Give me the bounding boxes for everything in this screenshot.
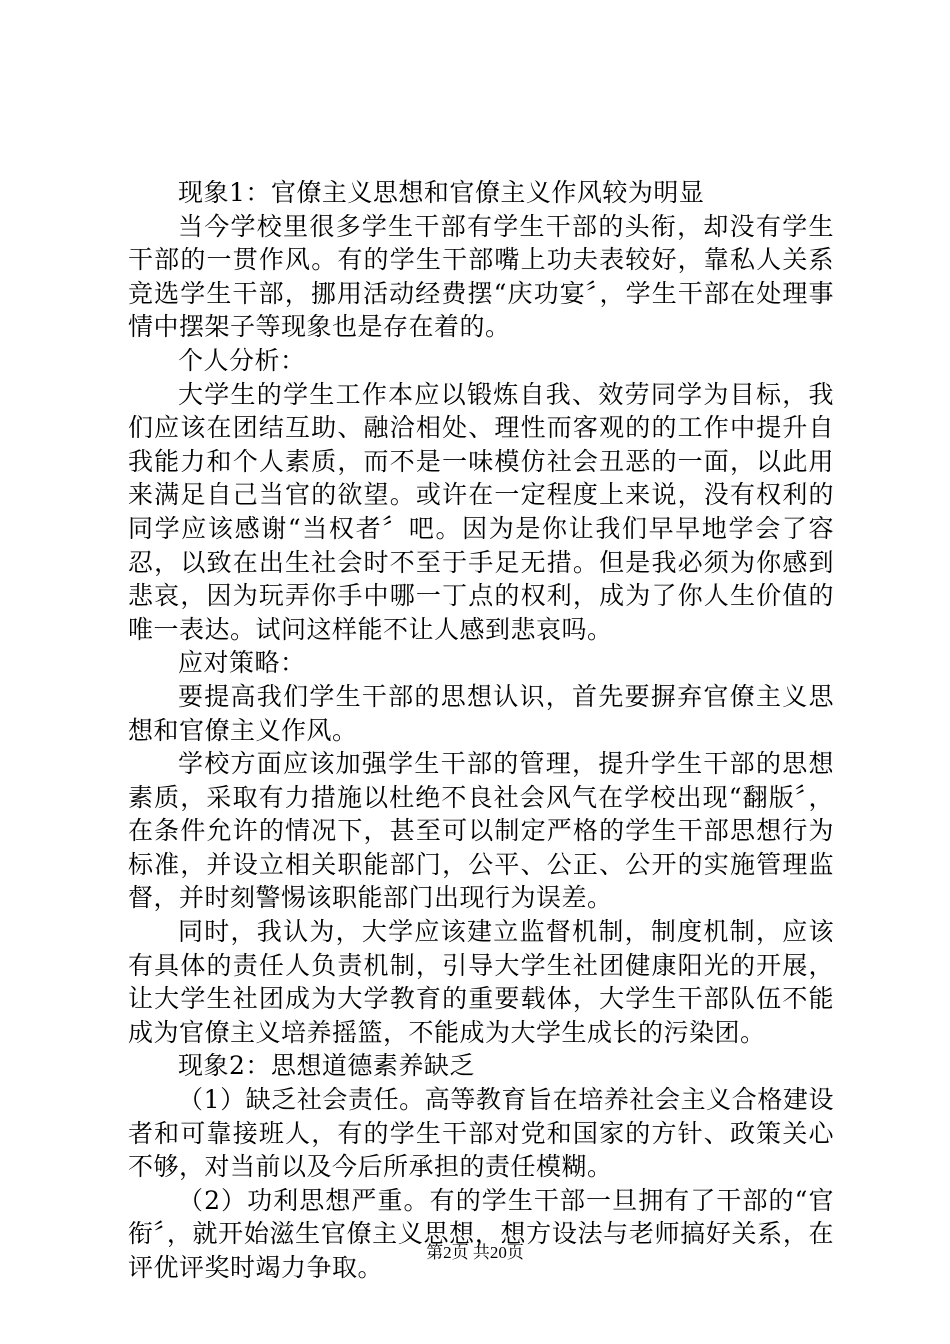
heading-personal-analysis: 个人分析： [178,345,306,375]
paragraph-countermeasure-3: 同时，我认为，大学应该建立监督机制，制度机制，应该有具体的责任人负责机制，引导大学生社团健康阳光的开展，让大学生社团成为大学教育的重要载体，大学生干部队伍不能成为官僚主义培养摇篮，不能成为大学生成长的污染团。 [128,917,834,1047]
paragraph-countermeasure-1: 要提高我们学生干部的思想认识，首先要摒弃官僚主义思想和官僚主义作风。 [128,681,834,745]
paragraph-countermeasure-2: 学校方面应该加强学生干部的管理，提升学生干部的思想素质，采取有力措施以杜绝不良社会风气在学校出现“翻版〞，在条件允许的情况下，甚至可以制定严格的学生干部思想行为标准，并设立相关职能部门，公平、公正、公开的实施管理监督，并时刻警惕该职能部门出现行为误差。 [128,749,834,913]
paragraph-item-1: （1）缺乏社会责任。高等教育旨在培养社会主义合格建设者和可靠接班人，有的学生干部对党和国家的方针、政策关心不够，对当前以及今后所承担的责任模糊。 [128,1085,834,1182]
heading-phenomenon-1: 现象1：官僚主义思想和官僚主义作风较为明显 [178,178,705,207]
heading-phenomenon-2: 现象2：思想道德素养缺乏 [178,1051,475,1081]
heading-countermeasures: 应对策略： [178,648,306,678]
paragraph-item-2: （2）功利思想严重。有的学生干部一旦拥有了干部的“官衔〞，就开始滋生官僚主义思想，想方设法与老师搞好关系，在评优评奖时竭力争取。 [128,1185,834,1282]
page-number-footer: 第2页 共20页 [426,1243,524,1262]
paragraph-phenomenon-1-description: 当今学校里很多学生干部有学生干部的头衔，却没有学生干部的一贯作风。有的学生干部嘴上功夫表较好，靠私人关系竞选学生干部，挪用活动经费摆“庆功宴〞，学生干部在处理事情中摆架子等现象也是存在着的。 [128,211,834,342]
paragraph-personal-analysis: 大学生的学生工作本应以锻炼自我、效劳同学为目标，我们应该在团结互助、融洽相处、理性而客观的的工作中提升自我能力和个人素质，而不是一味模仿社会丑恶的一面，以此用来满足自己当官的欲望。或许在一定程度上来说，没有权利的同学应该感谢“当权者〞吧。因为是你让我们早早地学会了容忍，以致在出生社会时不至于手足无措。但是我必须为你感到悲哀，因为玩弄你手中哪一丁点的权利，成为了你人生价值的唯一表达。试问这样能不让人感到悲哀吗。 [128,379,834,644]
document-body [128,176,834,1285]
